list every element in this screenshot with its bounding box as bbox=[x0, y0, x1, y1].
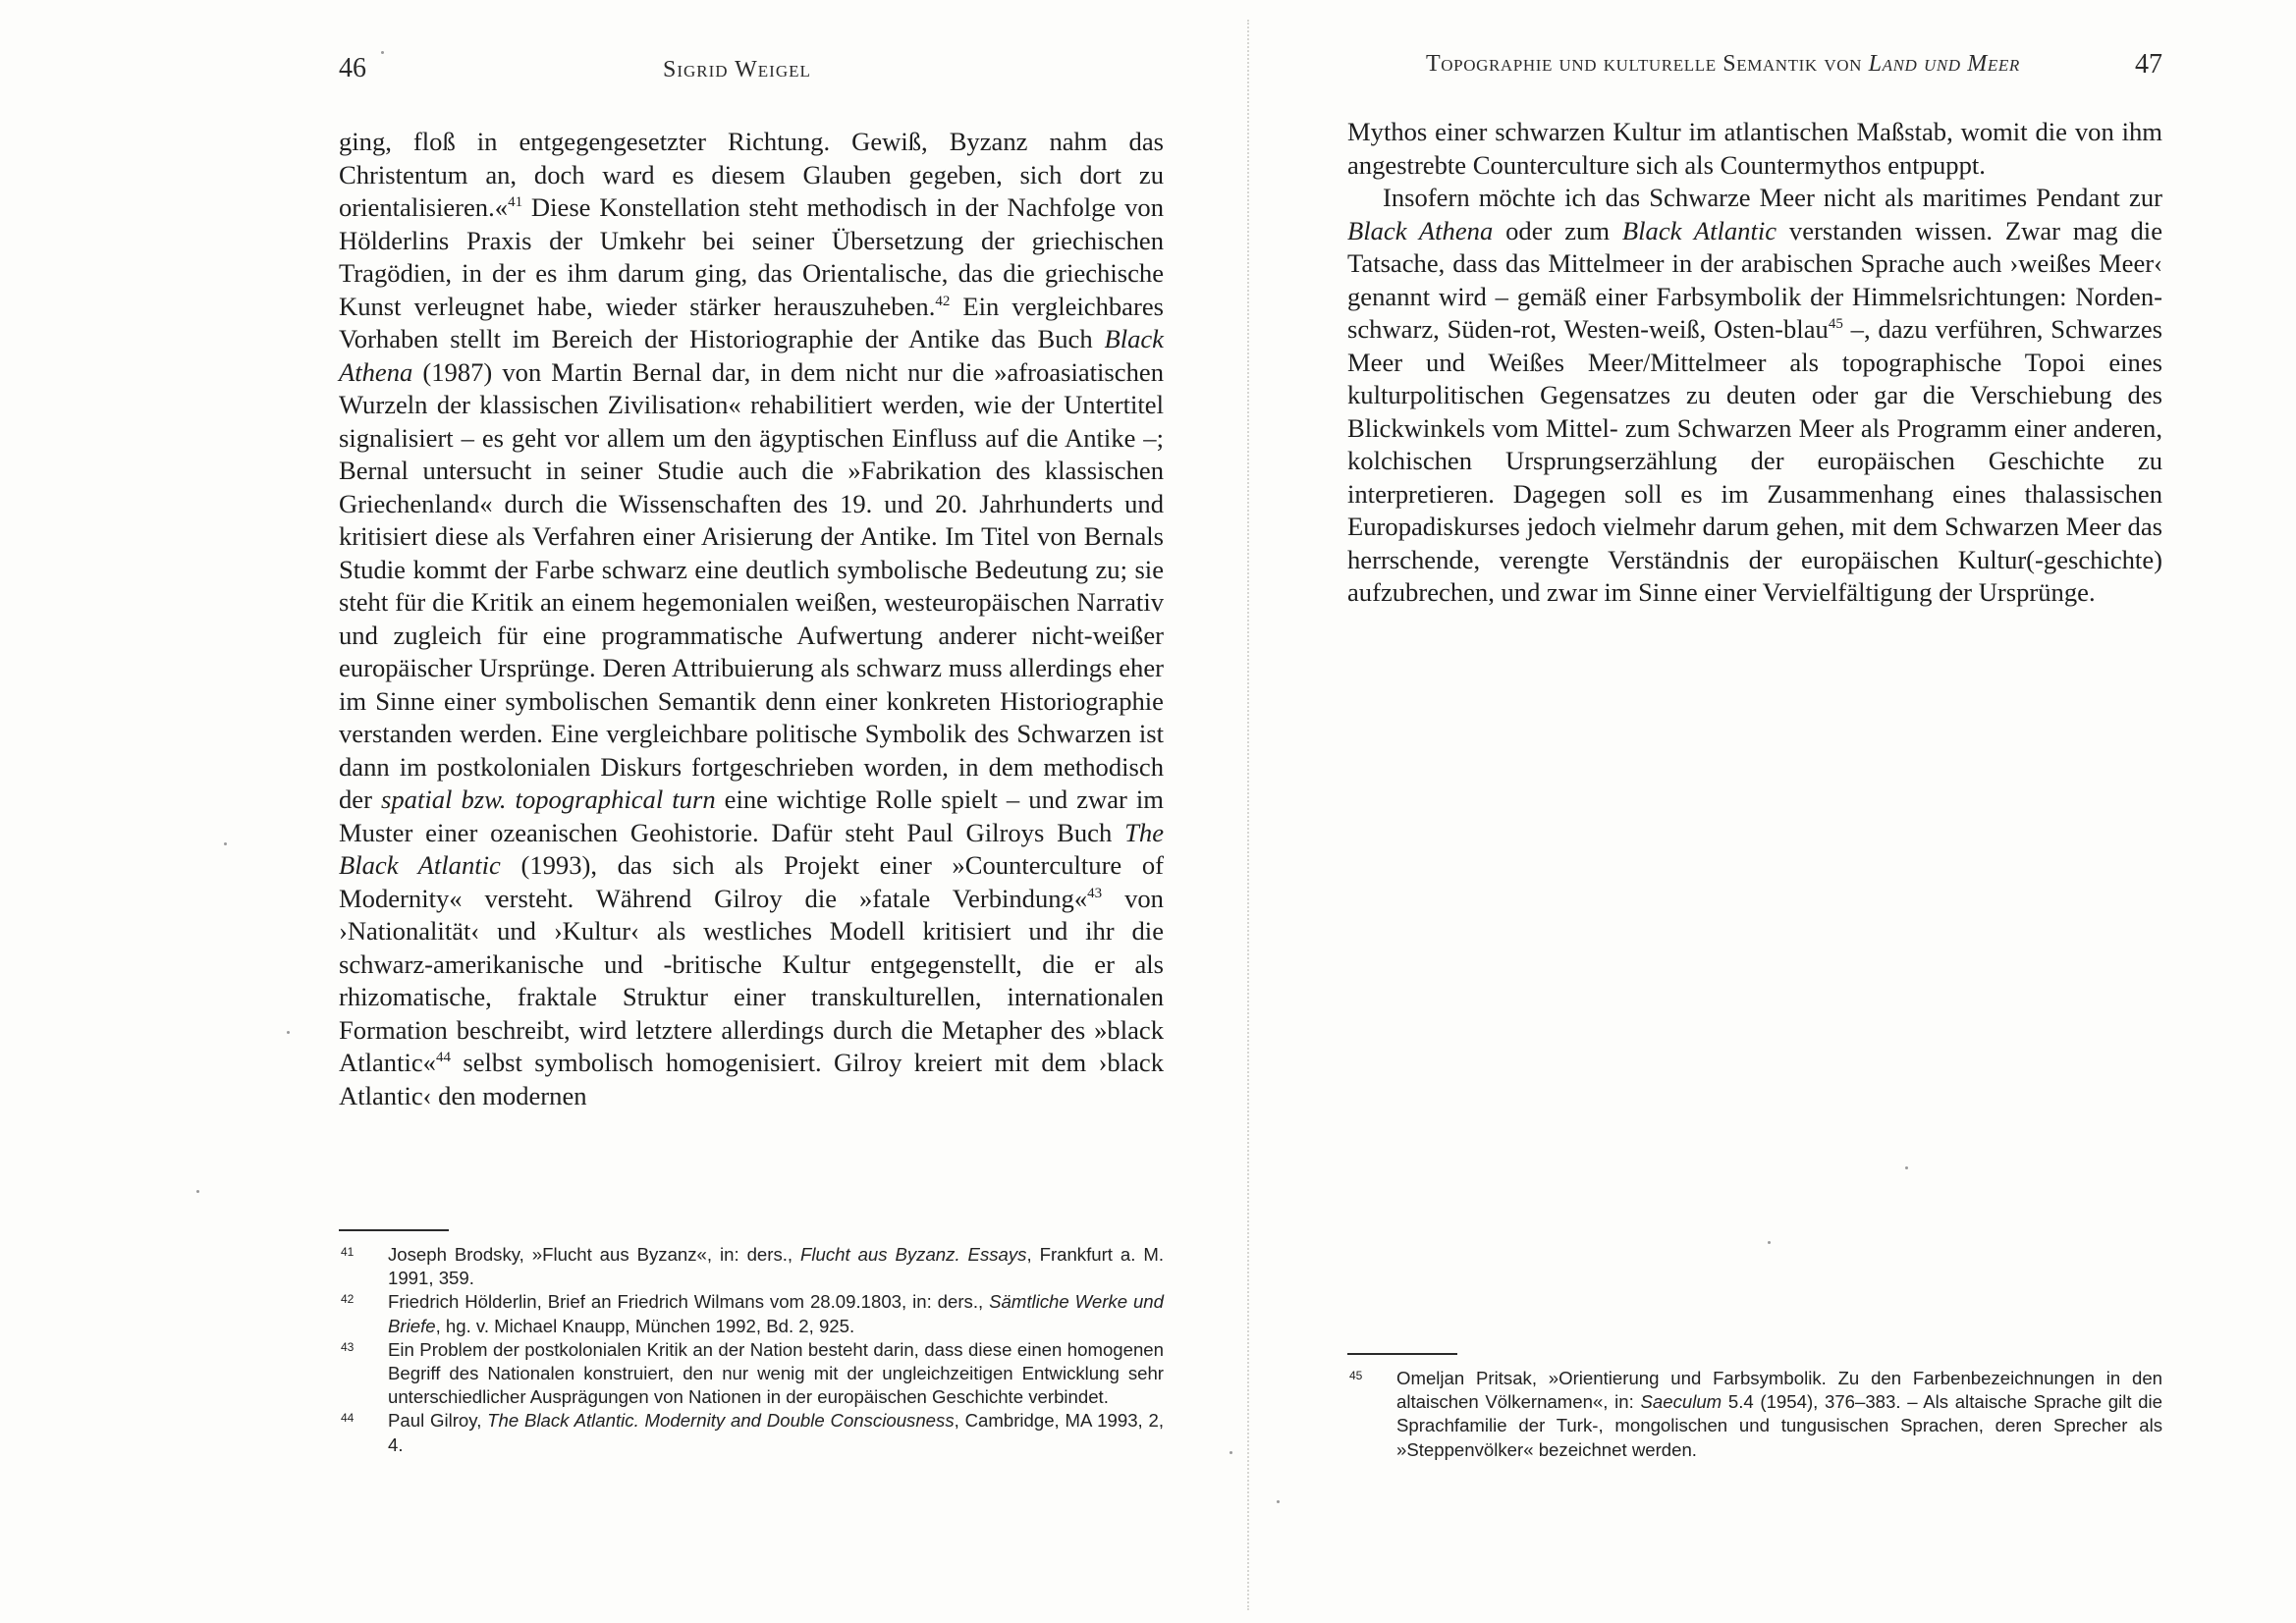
italic-title: Black Athena bbox=[339, 324, 1164, 387]
text-run: oder zum bbox=[1493, 215, 1622, 245]
footnote-text: Joseph Brodsky, »Flucht aus Byzanz«, in: ders., bbox=[388, 1244, 800, 1265]
footnote-ref: 44 bbox=[435, 1050, 451, 1065]
left-running-title: Sigrid Weigel bbox=[663, 57, 811, 82]
scan-speck bbox=[1905, 1166, 1908, 1169]
footnote-ref: 45 bbox=[1828, 316, 1843, 332]
scan-speck bbox=[381, 51, 384, 54]
footnote-number: 43 bbox=[341, 1339, 355, 1354]
footnote-45 bbox=[1347, 1367, 2162, 1462]
footnote-rule bbox=[339, 1229, 449, 1231]
footnote-text: , hg. v. Michael Knaupp, München 1992, Bd. 2, 925. bbox=[435, 1315, 855, 1336]
footnote-text: , Cambridge, MA 1993, 2, 4. bbox=[388, 1410, 1165, 1455]
scan-speck bbox=[196, 1190, 199, 1193]
footnote-text: Ein Problem der postkolonialen Kritik an der Nation besteht darin, dass diese einen homogenen Begriff des Nationalen konstruiert, den nur wenig mit der ungleichzeitigen Entwicklung sehr unterschiedlicher Ausprägungen von Nationen in der europäischen Geschichte verbindet. bbox=[388, 1338, 1164, 1408]
footnote-italic: Flucht aus Byzanz. Essays bbox=[800, 1244, 1027, 1265]
footnote-ref: 43 bbox=[1087, 885, 1103, 901]
right-paragraph bbox=[1347, 182, 2162, 610]
left-paragraph bbox=[339, 126, 1164, 1112]
footnote-number: 44 bbox=[341, 1411, 355, 1426]
footnote-number: 45 bbox=[1349, 1369, 1363, 1382]
text-run: ging, floß in entgegengesetzter Richtung. Gewiß, Byzanz nahm das Christentum an, doch ward es diesem Glauben gegeben, sich dort zu orientalisieren.« bbox=[339, 127, 1164, 222]
scan-speck bbox=[1230, 1451, 1232, 1454]
left-body-text bbox=[339, 126, 1164, 1112]
text-run: von ›Nationalität‹ und ›Kultur‹ als westliches Modell kritisiert und ihr die schwarz-amerikanische und -britische Kultur entgegenstellt, die er als rhizomatische, fraktale Struktur einer transkulturellen, internationalen Formation beschreibt, wird letztere allerdings durch die Metapher des »black Atlantic« bbox=[339, 883, 1164, 1077]
footnote-ref: 41 bbox=[508, 194, 523, 210]
scan-speck bbox=[1768, 1241, 1771, 1244]
italic-term: spatial bzw. topographical turn bbox=[381, 784, 716, 814]
italic-title: Black Atlantic bbox=[1621, 215, 1777, 245]
text-run: Ein vergleichbares Vorhaben stellt im Bereich der Historiographie der Antike das Buch bbox=[339, 291, 1164, 353]
footnote-text: 5.4 (1954), 376–383. – Als altaische Sprache gilt die Sprachfamilie der Turk-, mongolischen und tungusischen Sprachen, deren Sprecher als »Steppenvölker« bezeichnet werden. bbox=[1396, 1391, 2162, 1460]
text-run: –, dazu verführen, Schwarzes Meer und Weißes Meer/Mittelmeer als topographische Topoi eines kulturpolitischen Gegensatzes zu deuten oder gar die Verschiebung des Blickwinkels vom Mittel- zum Schwarzen Meer als Programm einer anderen, kolchischen Ursprungserzählung der europäischen Geschichte zu interpretieren. Dagegen soll es im Zusammenhang eines thalassischen Europadiskurses jedoch vielmehr darum gehen, mit dem Schwarzen Meer das herrschende, verengte Verständnis der europäischen Kultur(-geschichte) aufzubrechen, und zwar im Sinne einer Vervielfältigung der Ursprünge. bbox=[1347, 314, 2162, 607]
footnote-italic: The Black Atlantic. Modernity and Double Consciousness bbox=[487, 1410, 955, 1432]
footnote-number: 42 bbox=[341, 1292, 355, 1307]
text-run: Insofern möchte ich das Schwarze Meer nicht als maritimes Pendant zur bbox=[1383, 183, 2162, 212]
text-run: Mythos einer schwarzen Kultur im atlantischen Maßstab, womit die von ihm angestrebte Counterculture sich als Countermythos entpuppt. bbox=[1347, 117, 2162, 180]
footnote-text: Omeljan Pritsak, »Orientierung und Farbsymbolik. Zu den Farbenbezeichnungen in den altaischen Völkernamen«, in: bbox=[1396, 1368, 2162, 1413]
left-footnotes bbox=[339, 1243, 1164, 1457]
footnote-italic: Sämtliche Werke und Briefe bbox=[388, 1291, 1164, 1336]
scan-speck bbox=[287, 1031, 290, 1034]
text-run: selbst symbolisch homogenisiert. Gilroy kreiert mit dem ›black Atlantic‹ den modernen bbox=[339, 1048, 1164, 1110]
footnote-text: Friedrich Hölderlin, Brief an Friedrich Wilmans vom 28.09.1803, in: ders., bbox=[388, 1291, 990, 1313]
running-title-text: Topographie und kulturelle Semantik von bbox=[1426, 51, 1869, 77]
right-body-text bbox=[1347, 116, 2162, 610]
italic-title: Black Athena bbox=[1347, 215, 1494, 245]
text-run: (1993), das sich als Projekt einer »Counterculture of Modernity« versteht. Während Gilroy die »fatale Verbindung« bbox=[339, 850, 1164, 913]
gutter-fold bbox=[1247, 20, 1249, 1610]
right-paragraph bbox=[1347, 116, 2162, 182]
running-title-italic: Land und Meer bbox=[1868, 51, 2020, 77]
footnote-number: 41 bbox=[341, 1245, 355, 1259]
scan-speck bbox=[1277, 1500, 1280, 1503]
footnote-italic: Saeculum bbox=[1640, 1391, 1722, 1413]
right-running-title bbox=[1426, 51, 2020, 78]
footnote-44 bbox=[339, 1409, 1164, 1456]
footnote-rule bbox=[1347, 1353, 1457, 1355]
footnote-text: , Frankfurt a. M. 1991, 359. bbox=[388, 1244, 1164, 1289]
right-footnotes bbox=[1347, 1367, 2162, 1462]
footnote-text: Paul Gilroy, bbox=[388, 1410, 488, 1432]
scan-speck bbox=[224, 842, 227, 845]
footnote-ref: 42 bbox=[935, 293, 951, 309]
left-running-head bbox=[339, 49, 1164, 88]
italic-title: The Black Atlantic bbox=[339, 817, 1164, 880]
footnote-41 bbox=[339, 1243, 1164, 1290]
footnote-43 bbox=[339, 1338, 1164, 1410]
text-run: verstanden wissen. Zwar mag die Tatsache, dass das Mittelmeer in der arabischen Sprache auch ›weißes Meer‹ genannt wird – gemäß einer Farbsymbolik der Himmelsrichtungen: Norden-schwarz, Süden-rot, Westen-weiß, Osten-blau bbox=[1347, 215, 2162, 344]
right-page-number: 47 bbox=[2135, 49, 2162, 80]
right-running-head bbox=[1347, 49, 2162, 88]
text-run: Diese Konstellation steht methodisch in der Nachfolge von Hölderlins Praxis der Umkehr bei seiner Übersetzung der griechischen Tragödien, in der es ihm darum ging, das Orientalische, das die griechische Kunst verleugnet habe, wieder stärker herauszuheben. bbox=[339, 192, 1164, 321]
left-page-number: 46 bbox=[339, 53, 366, 83]
footnote-42 bbox=[339, 1290, 1164, 1337]
text-run: eine wichtige Rolle spielt – und zwar im Muster einer ozeanischen Geohistorie. Dafür steht Paul Gilroys Buch bbox=[339, 784, 1164, 847]
text-run: (1987) von Martin Bernal dar, in dem nicht nur die »afroasiatischen Wurzeln der klassischen Zivilisation« rehabilitiert werden, wie der Untertitel signalisiert – es geht vor allem um den ägyptischen Einfluss auf die Antike –; Bernal untersucht in seiner Studie auch die »Fabrikation des klassischen Griechenland« durch die Wissenschaften des 19. und 20. Jahrhunderts und kritisiert diese als Verfahren einer Arisierung der Antike. Im Titel von Bernals Studie kommt der Farbe schwarz eine deutlich symbolische Bedeutung zu; sie steht für die Kritik an einem hegemonialen weißen, westeuropäischen Narrativ und zugleich für eine programmatische Aufwertung anderer nicht-weißer europäischer Ursprünge. Deren Attribuierung als schwarz muss allerdings eher im Sinne einer symbolischen Semantik denn einer konkreten Historiographie verstanden werden. Eine vergleichbare politische Symbolik des Schwarzen ist dann im postkolonialen Diskurs fortgeschrieben worden, in dem methodisch der bbox=[339, 356, 1164, 814]
